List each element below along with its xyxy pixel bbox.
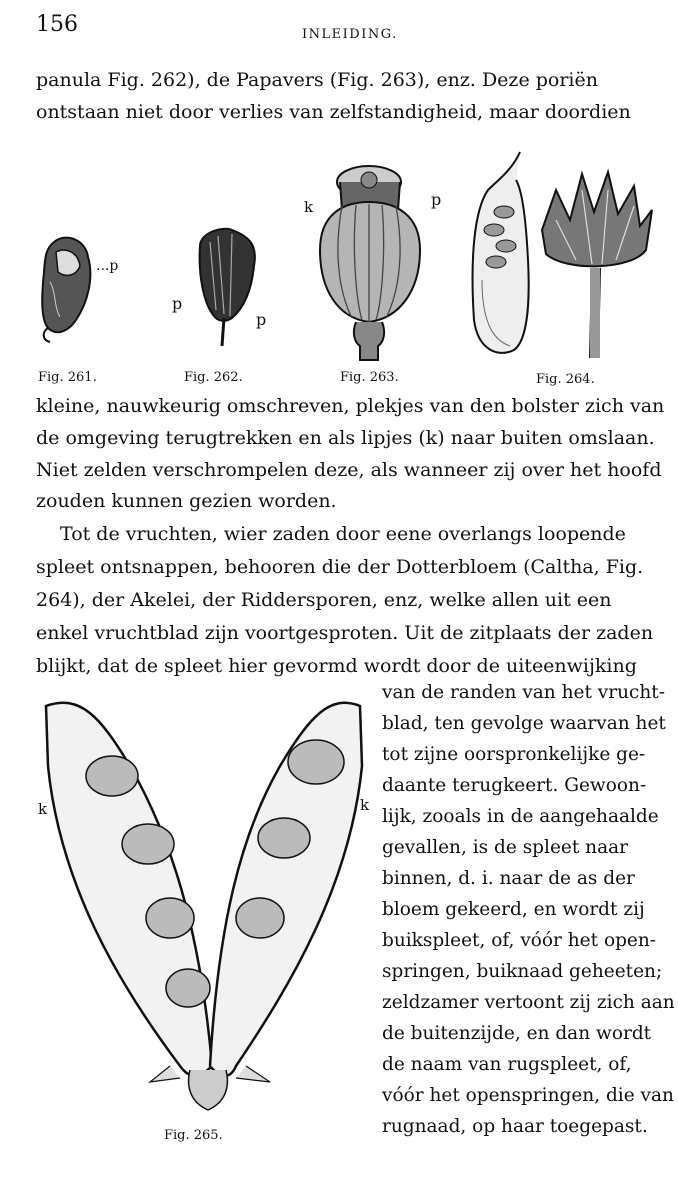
figure-261-caption: Fig. 261. bbox=[38, 370, 97, 385]
figure-264-caption: Fig. 264. bbox=[536, 372, 595, 387]
text-line-7: Tot de vruchten, wier zaden door eene overlangs loopende bbox=[60, 523, 626, 545]
figure-262-label-p-left: p bbox=[172, 294, 183, 313]
figure-263-caption: Fig. 263. bbox=[340, 370, 399, 385]
figure-262-illustration bbox=[188, 226, 268, 348]
rc-line-10: springen, buiknaad geheeten; bbox=[382, 961, 663, 982]
figure-263-illustration bbox=[312, 160, 427, 365]
text-line-8: spleet ontsnappen, behooren die der Dotterbloem (Caltha, Fig. bbox=[36, 556, 644, 578]
right-column bbox=[382, 682, 675, 1162]
text-line-9: 264), der Akelei, der Riddersporen, enz, welke allen uit een bbox=[36, 589, 612, 611]
page-number: 156 bbox=[36, 12, 78, 37]
rc-line-1: van de randen van het vrucht- bbox=[382, 682, 665, 703]
rc-line-9: buikspleet, of, vóór het open- bbox=[382, 930, 657, 951]
text-line-10: enkel vruchtblad zijn voortgesproten. Uit de zitplaats der zaden bbox=[36, 622, 654, 644]
rc-line-3: tot zijne oorspronkelijke ge- bbox=[382, 744, 646, 765]
text-line-6: zouden kunnen gezien worden. bbox=[36, 490, 337, 512]
text-line-5: Niet zelden verschrompelen deze, als wanneer zij over het hoofd bbox=[36, 459, 662, 481]
figure-262-label-p-right: p bbox=[256, 310, 267, 329]
text-line-1: panula Fig. 262), de Papavers (Fig. 263), enz. Deze poriën bbox=[36, 69, 598, 91]
rc-line-7: binnen, d. i. naar de as der bbox=[382, 868, 635, 889]
figure-263-label-p: p bbox=[431, 190, 442, 209]
figure-265-illustration bbox=[40, 686, 370, 1126]
rc-line-4: daante terugkeert. Gewoon- bbox=[382, 775, 647, 796]
text-line-3: kleine, nauwkeurig omschreven, plekjes van den bolster zich van bbox=[36, 395, 665, 417]
rc-line-11: zeldzamer vertoont zij zich aan bbox=[382, 992, 675, 1013]
rc-line-5: lijk, zooals in de aangehaalde bbox=[382, 806, 659, 827]
rc-line-15: rugnaad, op haar toegepast. bbox=[382, 1116, 648, 1137]
rc-line-14: vóór het openspringen, die van bbox=[382, 1085, 674, 1106]
figure-264-pod-illustration bbox=[468, 150, 532, 360]
rc-line-12: de buitenzijde, en dan wordt bbox=[382, 1023, 652, 1044]
text-line-2: ontstaan niet door verlies van zelfstandigheid, maar doordien bbox=[36, 101, 631, 123]
figure-264-cluster-illustration bbox=[536, 160, 656, 360]
figure-265-label-k-left: k bbox=[38, 800, 48, 818]
running-head: INLEIDING. bbox=[302, 27, 398, 42]
figure-261-illustration bbox=[36, 232, 106, 347]
figure-263-label-k: k bbox=[304, 198, 314, 216]
rc-line-6: gevallen, is de spleet naar bbox=[382, 837, 628, 858]
figure-262-caption: Fig. 262. bbox=[184, 370, 243, 385]
rc-line-2: blad, ten gevolge waarvan het bbox=[382, 713, 666, 734]
text-line-11: blijkt, dat de spleet hier gevormd wordt door de uiteenwijking bbox=[36, 655, 637, 677]
text-line-4: de omgeving terugtrekken en als lipjes (k) naar buiten omslaan. bbox=[36, 427, 655, 449]
figure-265-caption: Fig. 265. bbox=[164, 1128, 223, 1143]
figure-261-label-p: ...p bbox=[96, 258, 119, 274]
rc-line-13: de naam van rugspleet, of, bbox=[382, 1054, 632, 1075]
rc-line-8: bloem gekeerd, en wordt zij bbox=[382, 899, 645, 920]
figure-265-label-k-right: k bbox=[360, 796, 370, 814]
